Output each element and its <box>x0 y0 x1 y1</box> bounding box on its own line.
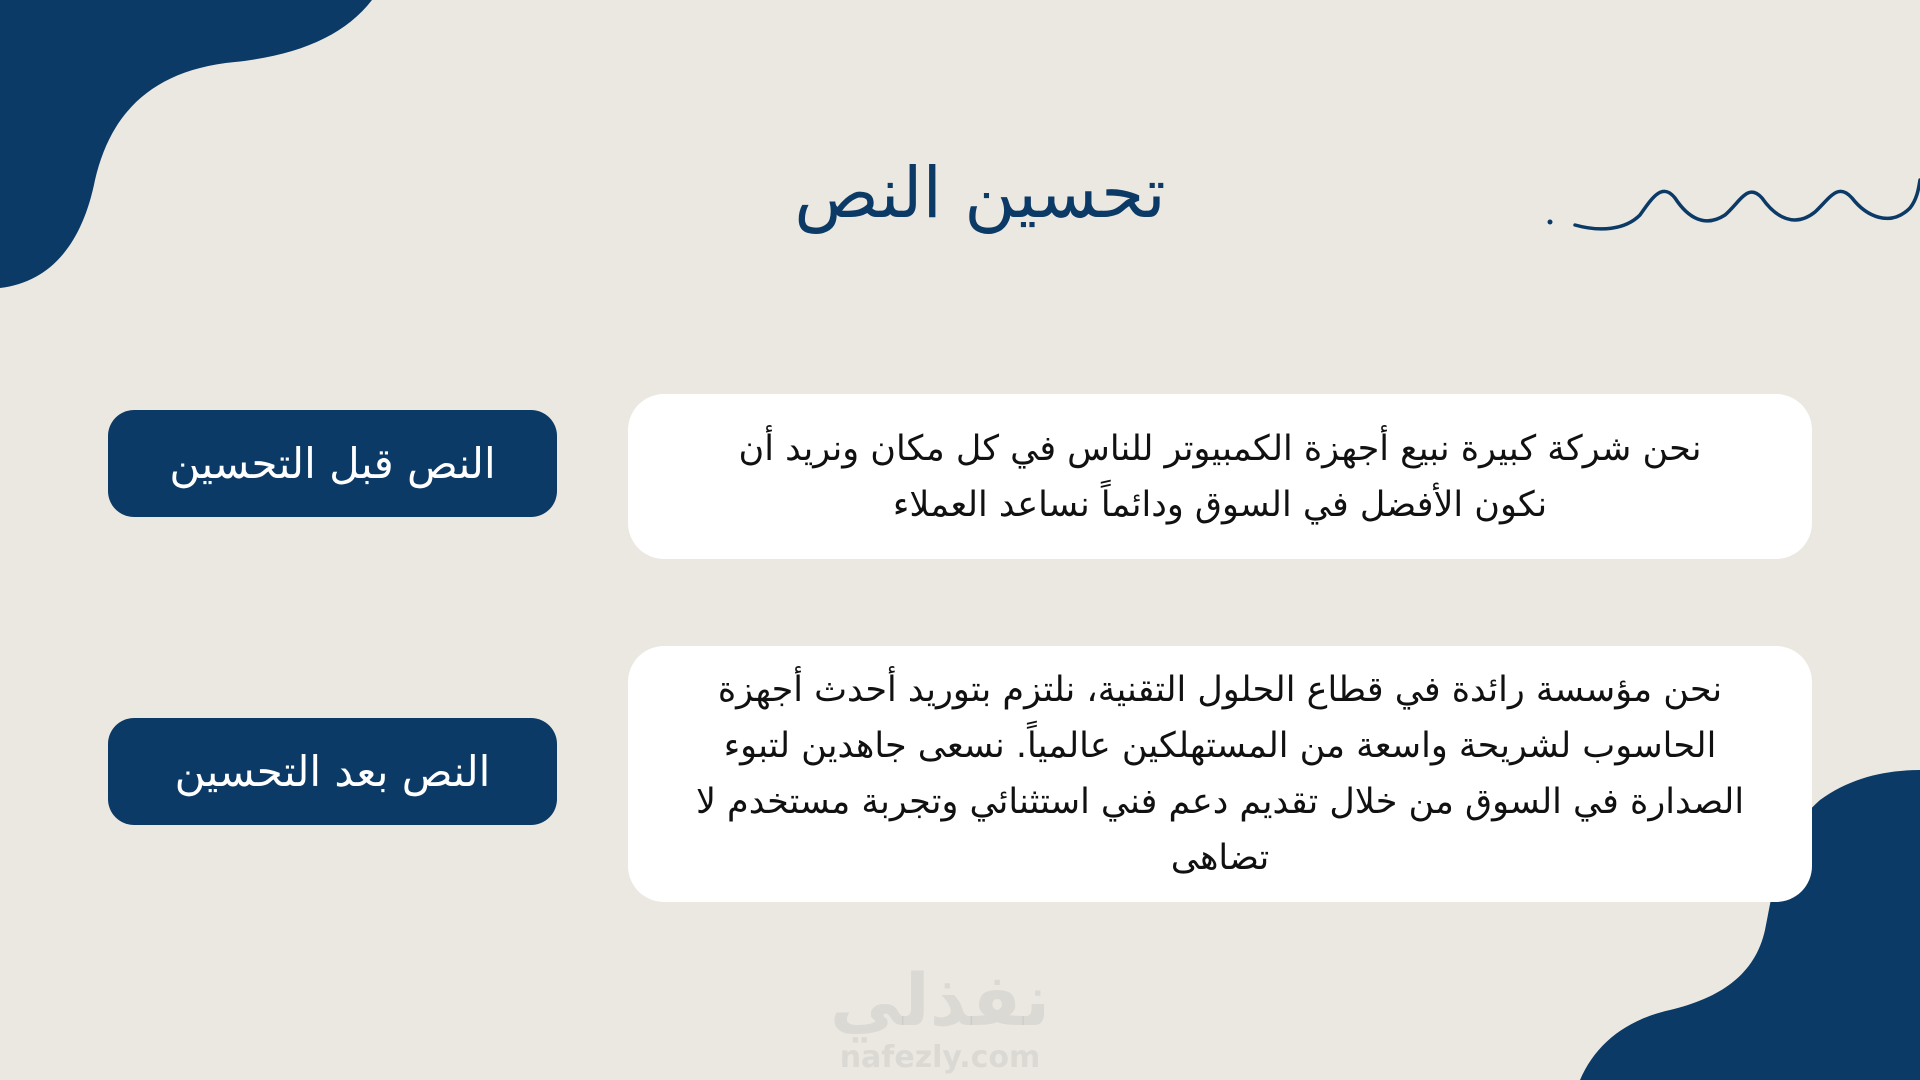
text-card-before <box>628 394 1812 559</box>
label-after-improvement: النص بعد التحسين <box>108 718 557 825</box>
label-before-improvement: النص قبل التحسين <box>108 410 557 517</box>
text-after-improvement: نحن مؤسسة رائدة في قطاع الحلول التقنية، نلتزم بتوريد أحدث أجهزة الحاسوب لشريحة واسعة من المستهلكين عالمياً. نسعى جاهدين لتبوء الصدارة في السوق من خلال تقديم دعم فني استثنائي وتجربة مستخدم لا تضاهى <box>695 670 1745 878</box>
slide-title: تحسين النص <box>794 152 1166 234</box>
text-before-improvement: نحن شركة كبيرة نبيع أجهزة الكمبيوتر للناس في كل مكان ونريد أن نكون الأفضل في السوق ودائماً نساعد العملاء <box>738 428 1702 525</box>
watermark <box>790 960 1090 1076</box>
text-card-after <box>628 646 1812 902</box>
watermark-url: nafezly.com <box>839 1040 1041 1075</box>
watermark-logo-arabic: نفذلي <box>829 958 1051 1042</box>
